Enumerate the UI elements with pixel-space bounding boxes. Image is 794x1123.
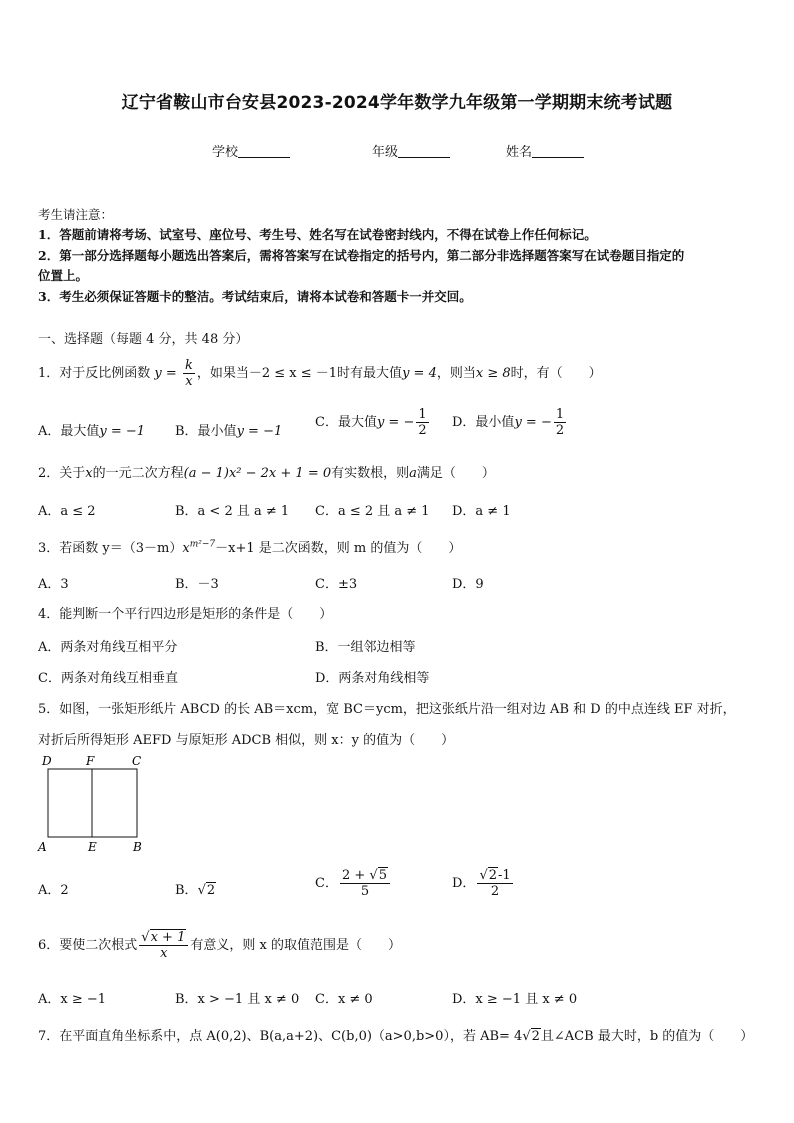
q5-option-c[interactable] <box>315 868 392 899</box>
school-label: 学校 <box>212 145 239 160</box>
q1-fraction-num: k <box>184 358 193 373</box>
q1-option-a[interactable] <box>38 420 145 439</box>
fraction-den: 5 <box>360 884 370 899</box>
q6-fraction <box>139 930 188 961</box>
option-fraction <box>554 407 566 438</box>
sqrt-radicand: x + 1 <box>150 930 186 945</box>
question-2 <box>38 462 495 481</box>
q6-option-c[interactable]: C．x ≠ 0 <box>315 992 373 1007</box>
section-heading: 一、选择题（每题 4 分，共 48 分） <box>38 332 249 347</box>
question-3 <box>38 537 461 556</box>
option-math: y = − <box>376 415 415 430</box>
label-a: A <box>38 840 47 854</box>
q3-exponent: m²−7 <box>189 539 216 550</box>
option-label: C．最大值 <box>315 415 377 430</box>
q4-option-d[interactable]: D．两条对角线相等 <box>315 671 430 686</box>
q7-end: 且∠ACB 最大时，b 的值为（ ） <box>540 1029 754 1044</box>
q1-end: 时，有（ ） <box>510 366 602 381</box>
label-e: E <box>88 840 97 854</box>
school-blank[interactable] <box>238 144 290 158</box>
q3-option-c[interactable]: C．±3 <box>315 577 358 592</box>
q2-prefix: 2．关于 <box>38 466 86 481</box>
q3-option-a[interactable]: A．3 <box>38 577 69 592</box>
q2-var: x <box>85 466 93 481</box>
q6-end: 有意义，则 x 的取值范围是（ ） <box>190 938 401 953</box>
q2-option-b[interactable]: B．a < 2 且 a ≠ 1 <box>175 504 290 519</box>
q1-range: －2 ≤ x ≤ －1 <box>248 366 338 381</box>
question-7: 7．在平面直角坐标系中，点 A(0,2)、B(a,a+2)、C(b,0)（a>0,b>0），若 AB= 4√2且∠ACB 最大时，b 的值为（ ） <box>38 1029 754 1044</box>
q3-option-b[interactable]: B．－3 <box>175 577 219 592</box>
q2-option-a[interactable]: A．a ≤ 2 <box>38 504 96 519</box>
q3-prefix: 3．若函数 y＝（3－m） <box>38 541 183 556</box>
q1-option-b[interactable] <box>175 420 282 439</box>
option-math: y = −1 <box>236 424 283 439</box>
q2-var2: a <box>409 466 417 481</box>
q1-mid: ，如果当 <box>196 366 249 381</box>
label-b: B <box>133 840 142 854</box>
num-suffix: -1 <box>498 868 511 883</box>
q2-equation: (a − 1)x² − 2x + 1 = 0 <box>183 466 332 481</box>
q1-fraction <box>183 358 195 389</box>
option-fraction <box>477 868 512 899</box>
fraction-den: 2 <box>418 423 427 438</box>
sqrt-radicand: 2 <box>206 883 216 898</box>
name-field[interactable] <box>506 141 584 160</box>
label-d: D <box>42 754 52 768</box>
q5-rectangle-figure <box>36 752 154 856</box>
fraction-den: 2 <box>490 884 500 899</box>
option-label: B． <box>175 883 198 898</box>
q2-mid: 的一元二次方程 <box>92 466 184 481</box>
option-fraction <box>416 407 428 438</box>
option-label: C． <box>315 876 338 891</box>
grade-blank[interactable] <box>398 144 450 158</box>
question-5-line1: 5．如图，一张矩形纸片 ABCD 的长 AB＝xcm，宽 BC＝ycm，把这张纸片沿一组对边 AB 和 D 的中点连线 EF 对折， <box>38 702 736 717</box>
question-4: 4．能判断一个平行四边形是矩形的条件是（ ） <box>38 607 333 622</box>
question-1 <box>38 358 602 389</box>
q1-fn-lhs: y = <box>154 366 177 381</box>
option-fraction <box>340 868 390 899</box>
option-math: y = − <box>514 415 552 430</box>
q4-option-c[interactable]: C．两条对角线互相垂直 <box>38 671 178 686</box>
school-field[interactable] <box>212 141 290 160</box>
q1-prefix: 1．对于反比例函数 <box>38 366 151 381</box>
label-c: C <box>132 754 142 768</box>
fraction-num: √x + 1 <box>139 930 188 946</box>
q5-option-d[interactable] <box>452 868 515 899</box>
notice-item: 3．考生必须保证答题卡的整洁。考试结束后，请将本试卷和答题卡一并交回。 <box>38 289 472 304</box>
q2-option-d[interactable]: D．a ≠ 1 <box>452 504 511 519</box>
q7-prefix: 7．在平面直角坐标系中，点 A(0,2)、B(a,a+2)、C(b,0)（a>0,b>0），若 AB= 4 <box>38 1029 523 1044</box>
option-math: y = −1 <box>99 424 146 439</box>
q5-option-b[interactable]: B．√2 <box>175 883 216 898</box>
fraction-num: 2 + √5 <box>340 868 390 884</box>
fraction-num: √2-1 <box>479 868 511 883</box>
label-f: F <box>86 754 95 768</box>
notice-heading: 考生请注意： <box>38 207 114 222</box>
q1-option-c[interactable] <box>315 407 431 438</box>
q3-end: －x+1 是二次函数，则 m 的值为（ ） <box>215 541 462 556</box>
q6-prefix: 6．要使二次根式 <box>38 938 138 953</box>
q1-max: y = 4 <box>402 366 437 381</box>
option-label: D． <box>452 876 476 891</box>
name-blank[interactable] <box>532 144 584 158</box>
sqrt-radicand: 2 <box>531 1029 540 1044</box>
notice-item: 位置上。 <box>38 268 89 283</box>
q2-end: 满足（ ） <box>416 466 495 481</box>
q5-option-a[interactable]: A．2 <box>38 883 69 898</box>
q6-option-b[interactable]: B．x > −1 且 x ≠ 0 <box>175 992 300 1007</box>
fraction-den: 2 <box>555 423 565 438</box>
option-label: D．最小值 <box>452 415 515 430</box>
q4-option-a[interactable]: A．两条对角线互相平分 <box>38 640 178 655</box>
q3-option-d[interactable]: D．9 <box>452 577 484 592</box>
q1-option-d[interactable] <box>452 407 568 438</box>
q3-base: x <box>182 541 190 556</box>
q1-mid2: 时有最大值 <box>337 366 403 381</box>
page-title: 辽宁省鞍山市台安县2023-2024学年数学九年级第一学期期末统考试题 <box>121 93 673 113</box>
fraction-num: 1 <box>418 407 427 422</box>
option-label: A．最大值 <box>38 424 100 439</box>
fraction-den: x <box>160 946 168 961</box>
q4-option-b[interactable]: B．一组邻边相等 <box>315 640 416 655</box>
num-prefix: 2 + <box>341 868 370 883</box>
question-5-line2: 对折后所得矩形 AEFD 与原矩形 ADCB 相似，则 x：y 的值为（ ） <box>38 733 455 748</box>
q1-cond: x ≥ 8 <box>475 366 511 381</box>
q2-mid2: 有实数根，则 <box>331 466 410 481</box>
grade-field[interactable] <box>372 141 450 160</box>
fraction-num: 1 <box>555 407 565 422</box>
notice-item: 2．第一部分选择题每小题选出答案后，需将答案写在试卷指定的括号内，第二部分非选择题答案写在试卷题目指定的 <box>38 248 685 263</box>
grade-label: 年级 <box>372 145 399 160</box>
q6-option-d[interactable]: D．x ≥ −1 且 x ≠ 0 <box>452 992 578 1007</box>
q1-mid3: ，则当 <box>436 366 476 381</box>
sqrt-radicand: 5 <box>378 868 387 883</box>
sqrt-radicand: 2 <box>488 868 498 883</box>
notice-item: 1．答题前请将考场、试室号、座位号、考生号、姓名写在试卷密封线内，不得在试卷上作任何标记。 <box>38 227 597 242</box>
q1-fraction-den: x <box>185 374 193 389</box>
q6-option-a[interactable]: A．x ≥ −1 <box>38 992 107 1007</box>
name-label: 姓名 <box>506 145 533 160</box>
q2-option-c[interactable]: C．a ≤ 2 且 a ≠ 1 <box>315 504 430 519</box>
question-6 <box>38 930 401 961</box>
option-label: B．最小值 <box>175 424 237 439</box>
